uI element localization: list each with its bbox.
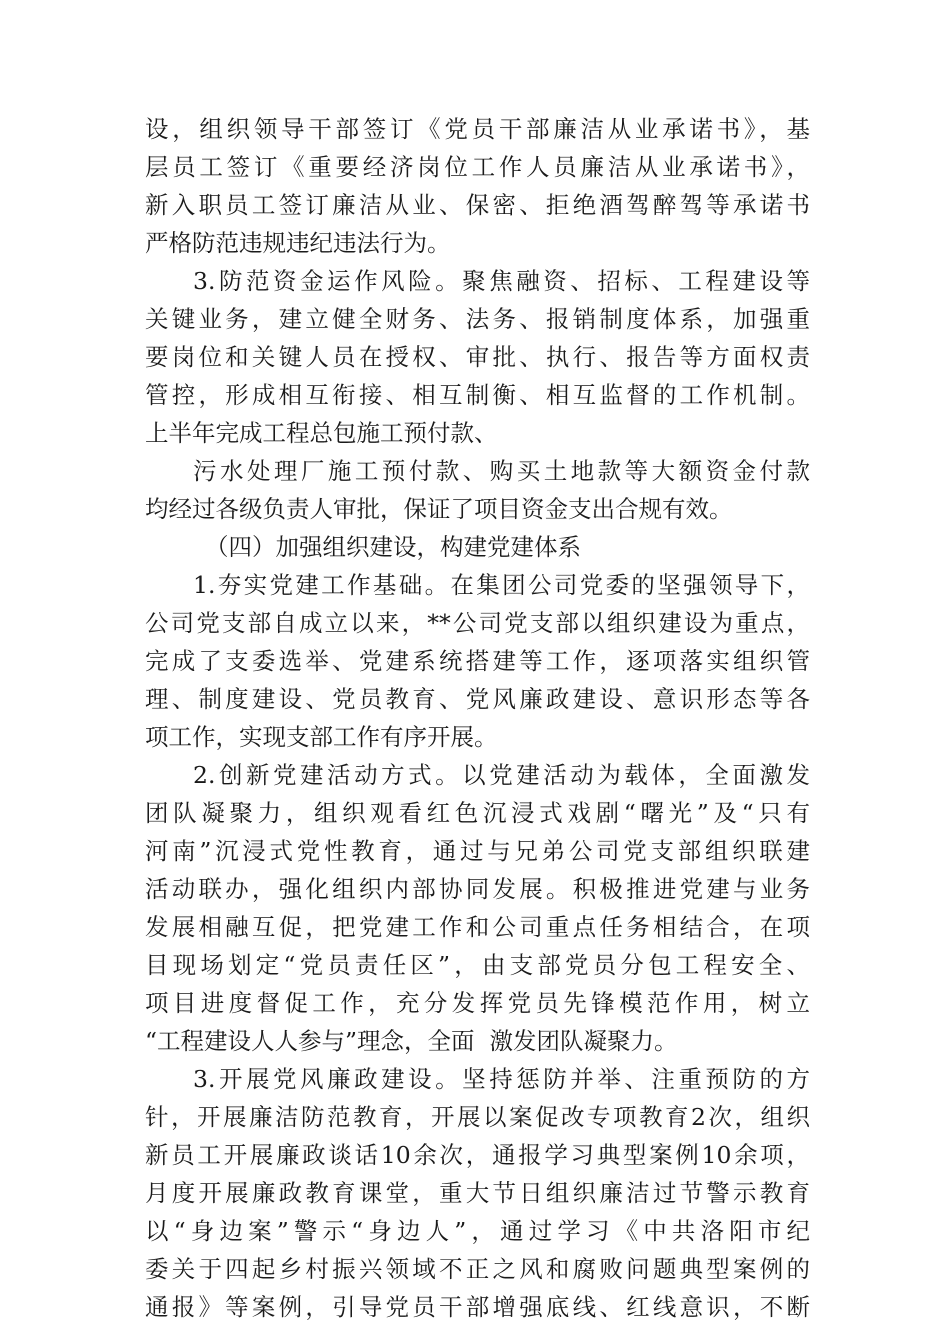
text-line-28: 新员工开展廉政谈话10余次，通报学习典型案例10余项， <box>145 1141 810 1169</box>
text-line-11: 均经过各级负责人审批，保证了项目资金支出合规有效。 <box>145 495 733 523</box>
document-body <box>145 110 810 1326</box>
text-line-20: 河南”沉浸式党性教育，通过与兄弟公司党支部组织联建 <box>145 837 810 865</box>
text-line-19: 团队凝聚力，组织观看红色沉浸式戏剧“曙光”及“只有 <box>145 799 810 827</box>
text-line-6: 关键业务，建立健全财务、法务、报销制度体系，加强重 <box>145 305 810 333</box>
text-line-25: “工程建设人人参与”理念，全面 激发团队凝聚力。 <box>145 1027 678 1055</box>
text-line-27: 针，开展廉洁防范教育，开展以案促改专项教育2次，组织 <box>145 1103 810 1131</box>
section-heading: （四）加强组织建设，构建党建体系 <box>205 533 581 561</box>
text-line-16: 理、制度建设、党员教育、党风廉政建设、意识形态等各 <box>145 685 810 713</box>
text-line-29: 月度开展廉政教育课堂，重大节日组织廉洁过节警示教育 <box>145 1179 810 1207</box>
text-line-5: 3.防范资金运作风险。聚焦融资、招标、工程建设等 <box>193 267 810 295</box>
text-line-15: 完成了支委选举、党建系统搭建等工作，逐项落实组织管 <box>145 647 810 675</box>
text-line-22: 发展相融互促，把党建工作和公司重点任务相结合，在项 <box>145 913 810 941</box>
text-line-17: 项工作，实现支部工作有序开展。 <box>145 723 498 751</box>
text-line-7: 要岗位和关键人员在授权、审批、执行、报告等方面权责 <box>145 343 810 371</box>
text-line-3: 新入职员工签订廉洁从业、保密、拒绝酒驾醉驾等承诺书 <box>145 191 810 219</box>
text-line-1: 设，组织领导干部签订《党员干部廉洁从业承诺书》，基 <box>145 115 810 143</box>
text-line-8: 管控，形成相互衔接、相互制衡、相互监督的工作机制。 <box>145 381 810 409</box>
text-line-24: 项目进度督促工作，充分发挥党员先锋模范作用，树立 <box>145 989 810 1017</box>
text-line-9: 上半年完成工程总包施工预付款、 <box>145 419 498 447</box>
text-line-18: 2.创新党建活动方式。以党建活动为载体，全面激发 <box>193 761 810 789</box>
text-line-10: 污水处理厂施工预付款、购买土地款等大额资金付款 <box>193 457 810 485</box>
text-line-26: 3.开展党风廉政建设。坚持惩防并举、注重预防的方 <box>193 1065 810 1093</box>
text-line-13: 1.夯实党建工作基础。在集团公司党委的坚强领导下， <box>193 571 810 599</box>
text-line-21: 活动联办，强化组织内部协同发展。积极推进党建与业务 <box>145 875 810 903</box>
text-line-2: 层员工签订《重要经济岗位工作人员廉洁从业承诺书》， <box>145 153 810 181</box>
text-line-30: 以“身边案”警示“身边人”，通过学习《中共洛阳市纪 <box>145 1217 810 1245</box>
text-line-23: 目现场划定“党员责任区”，由支部党员分包工程安全、 <box>145 951 810 979</box>
text-line-4: 严格防范违规违纪违法行为。 <box>145 229 451 257</box>
text-line-32: 通报》等案例，引导党员干部增强底线、红线意识，不断 <box>145 1293 810 1321</box>
text-line-14: 公司党支部自成立以来，**公司党支部以组织建设为重点， <box>145 609 810 637</box>
text-line-31: 委关于四起乡村振兴领域不正之风和腐败问题典型案例的 <box>145 1255 810 1283</box>
